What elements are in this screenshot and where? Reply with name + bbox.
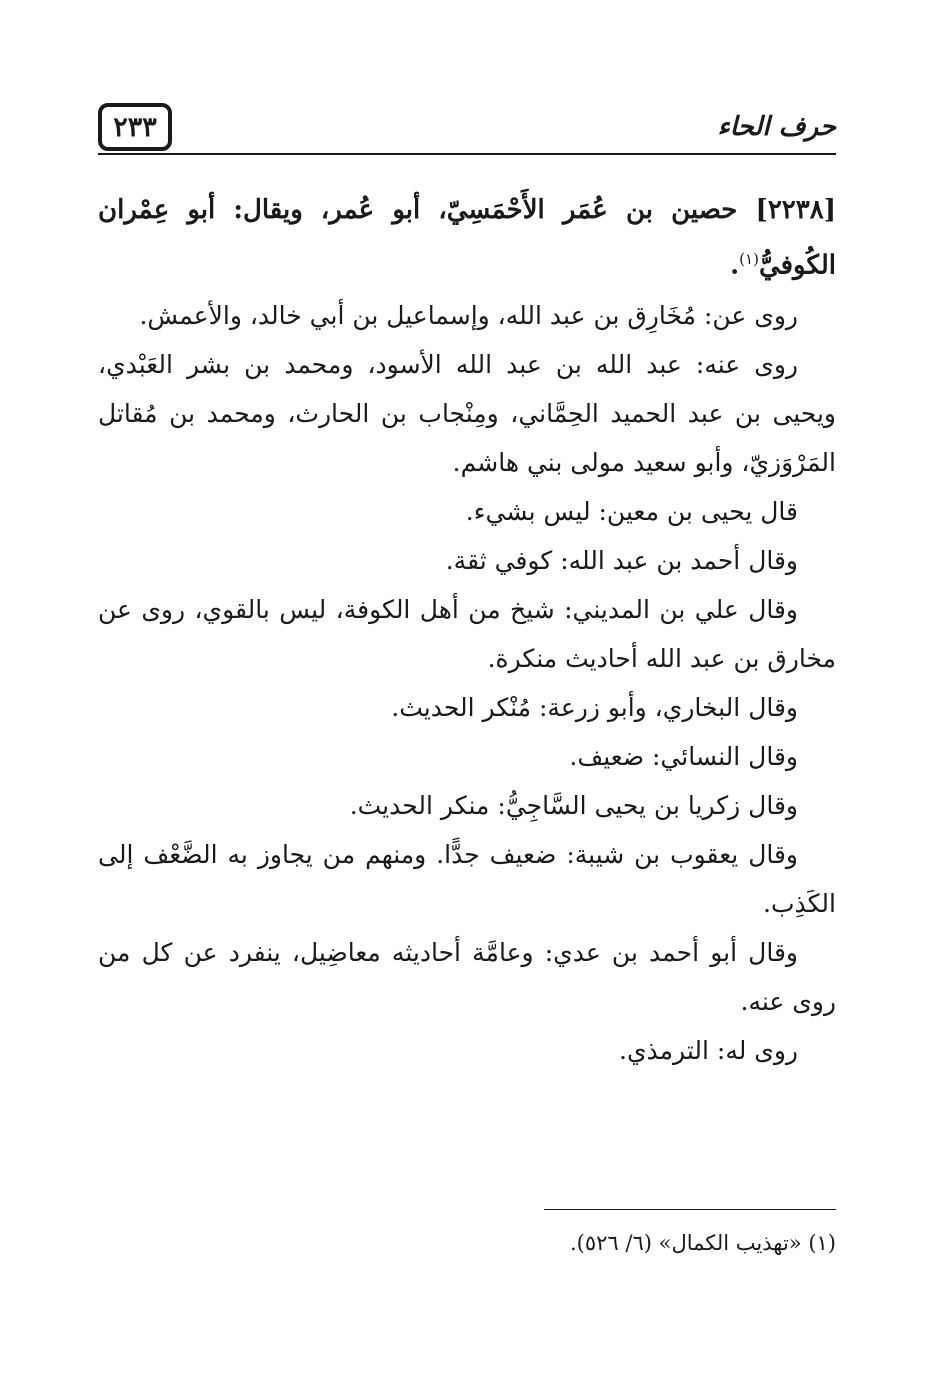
- paragraph-bukhari: وقال البخاري، وأبو زرعة: مُنْكر الحديث.: [391, 692, 798, 722]
- page-number: ٢٣٣: [98, 103, 172, 151]
- paragraph-saji: وقال زكريا بن يحيى السَّاجِيُّ: منكر الحديث.: [349, 790, 798, 820]
- paragraph-ibn-maeen: قال يحيى بن معين: ليس بشيء.: [465, 496, 798, 526]
- paragraph-yaqub: وقال يعقوب بن شيبة: ضعيف جدًّا. ومنهم من يجاوز به الضَّعْف إلى الكَذِب.: [98, 839, 836, 918]
- footnote: (١) «تهذيب الكمال» (٦/ ٥٢٦).: [570, 1231, 836, 1255]
- footnote-divider: [544, 1209, 836, 1210]
- entry-heading: [98, 186, 836, 291]
- main-text: [98, 186, 836, 1075]
- footnote-marker: (١): [739, 250, 759, 268]
- running-title: حرف الحاء: [717, 112, 836, 142]
- paragraph-ibn-madini: وقال علي بن المديني: شيخ من أهل الكوفة، ليس بالقوي، روى عن مخارق بن عبد الله أحاديث منكرة.: [98, 594, 836, 673]
- paragraph-narrators-to: روى عنه: عبد الله بن عبد الله الأسود، ومحمد بن بشر العَبْدي، ويحيى بن عبد الحميد الحِمَّاني، ومِنْجاب بن الحارث، ومحمد بن مُقاتل المَرْوَزيّ، وأبو سعيد مولى بني هاشم.: [98, 349, 836, 477]
- paragraph-narrated-by: روى له: الترمذي.: [619, 1035, 798, 1065]
- entry-heading-text: [٢٢٣٨] حصين بن عُمَر الأَحْمَسِيّ، أبو عُمر، ويقال: أبو عِمْران الكُوفيُّ: [98, 195, 836, 281]
- header-divider: [98, 153, 836, 155]
- paragraph-ibn-adi: وقال أبو أحمد بن عدي: وعامَّة أحاديثه معاضِيل، ينفرد عن كل من روى عنه.: [98, 937, 836, 1016]
- paragraph-ahmad: وقال أحمد بن عبد الله: كوفي ثقة.: [445, 545, 798, 575]
- entry-heading-end: .: [730, 250, 740, 281]
- paragraph-nasai: وقال النسائي: ضعيف.: [569, 741, 798, 771]
- paragraph-narrators-from: روى عن: مُخَارِق بن عبد الله، وإسماعيل بن أبي خالد، والأعمش.: [139, 300, 798, 330]
